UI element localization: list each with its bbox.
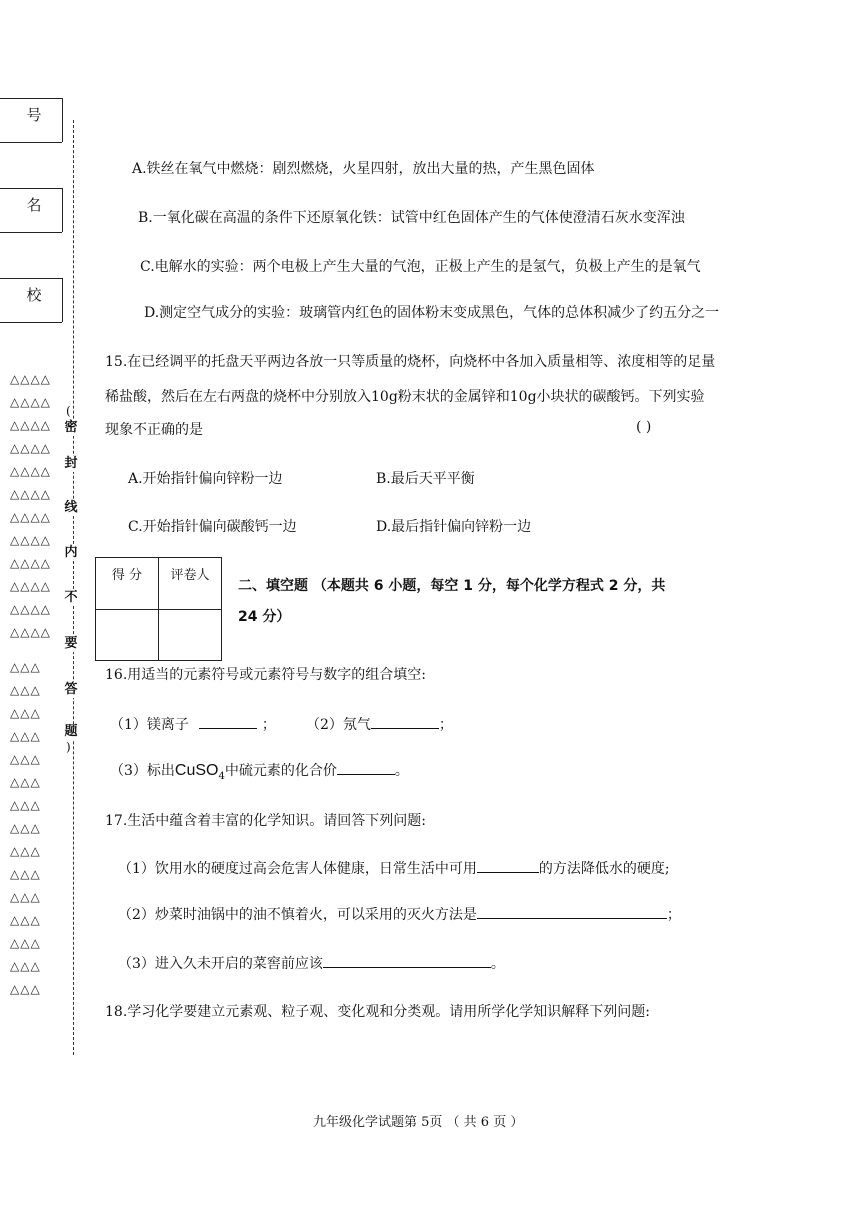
- q16-part3-end: 。: [394, 763, 409, 779]
- q15-stem-line2: 稀盐酸，然后在左右两盘的烧杯中分别放入10g粉末状的金属锌和10g小块状的碳酸钙。下列实验: [105, 389, 705, 405]
- triangle-row: △△△△: [10, 602, 51, 616]
- q16-part1-end: ；: [261, 717, 276, 733]
- binding-rule: [0, 188, 62, 189]
- triangle-row: △△△: [10, 890, 41, 904]
- q16-part2-label: （2）氖气: [306, 717, 371, 733]
- triangle-row: △△△: [10, 821, 41, 835]
- binding-rule: [62, 188, 63, 232]
- q17-part1: [118, 858, 670, 878]
- binding-rule: [0, 98, 62, 99]
- q16-part1-label: （1）镁离子: [110, 717, 189, 733]
- q16-part2-end: ；: [438, 717, 453, 733]
- school-label: 校: [26, 286, 42, 304]
- triangle-row: △△△: [10, 844, 41, 858]
- seal-char: 封: [64, 456, 78, 471]
- triangle-row: △△△: [10, 752, 41, 766]
- q16-formula: CuSO: [174, 762, 219, 779]
- q16-part3-blank[interactable]: [337, 760, 395, 775]
- q15-option-c: C.开始指针偏向碳酸钙一边: [128, 519, 297, 535]
- q14-option-d: D.测定空气成分的实验：玻璃管内红色的固体粉末变成黑色，气体的总体积减少了约五分之一: [144, 305, 720, 321]
- q16-stem: 16.用适当的元素符号或元素符号与数字的组合填空:: [105, 667, 426, 683]
- section-title-line2: 24 分）: [238, 609, 291, 625]
- triangle-row: △△△: [10, 936, 41, 950]
- seal-dashed-line: [73, 120, 74, 1055]
- q15-answer-bracket: ( ): [636, 419, 652, 435]
- triangle-row: △△△: [10, 867, 41, 881]
- triangle-row: △△△△: [10, 487, 51, 501]
- triangle-row: △△△: [10, 683, 41, 697]
- score-header: 得 分: [96, 558, 159, 610]
- seal-char: 要: [64, 636, 78, 651]
- triangle-row: △△△△: [10, 418, 51, 432]
- q15-option-d: D.最后指针偏向锌粉一边: [376, 519, 532, 535]
- q16-part3-label: （3）标出: [110, 763, 175, 779]
- grader-cell[interactable]: [159, 610, 222, 661]
- triangle-row: △△△△: [10, 372, 51, 386]
- triangle-row: △△△△: [10, 579, 51, 593]
- q17-part2-end: ；: [666, 907, 681, 923]
- triangle-row: △△△△: [10, 556, 51, 570]
- q17-stem: 17.生活中蕴含着丰富的化学知识。请回答下列问题:: [105, 813, 426, 829]
- triangle-row: △△△△: [10, 441, 51, 455]
- triangle-row: △△△△: [10, 395, 51, 409]
- q16-part3-text: 中硫元素的化合价: [224, 763, 337, 779]
- q16-part3: [110, 760, 409, 782]
- binding-rule: [0, 278, 62, 279]
- q17-part3-blank[interactable]: [323, 953, 491, 968]
- score-table: [95, 557, 222, 661]
- q14-option-b: B.一氧化碳在高温的条件下还原氧化铁：试管中红色固体产生的气体使澄清石灰水变浑浊: [138, 210, 685, 226]
- seal-char: 内: [64, 545, 78, 560]
- q16-formula-subscript: 4: [218, 770, 225, 782]
- binding-rule: [0, 142, 62, 143]
- q14-option-c: C.电解水的实验：两个电极上产生大量的气泡，正极上产生的是氢气，负极上产生的是氧气: [140, 259, 701, 275]
- triangle-row: △△△: [10, 660, 41, 674]
- page-footer: 九年级化学试题第 5页 （ 共 6 页 ）: [313, 1115, 524, 1130]
- q17-part1-tail: 的方法降低水的硬度;: [538, 861, 670, 877]
- seal-char: 线: [64, 500, 78, 515]
- student-number-label: 号: [26, 106, 42, 124]
- triangle-row: △△△△: [10, 533, 51, 547]
- q16-part1-blank[interactable]: [199, 714, 257, 729]
- name-label: 名: [26, 196, 42, 214]
- q17-part2-blank[interactable]: [477, 904, 667, 919]
- seal-char: 密: [64, 420, 78, 435]
- q16-part2-blank[interactable]: [371, 714, 439, 729]
- score-cell[interactable]: [96, 610, 159, 661]
- triangle-row: △△△: [10, 982, 41, 996]
- seal-char: 不: [64, 590, 78, 605]
- q14-option-a: A.铁丝在氧气中燃烧：剧烈燃烧，火星四射，放出大量的热，产生黑色固体: [132, 161, 595, 177]
- binding-rule: [62, 278, 63, 322]
- q17-part3-text: （3）进入久未开启的菜窖前应该: [118, 956, 323, 972]
- binding-rule: [0, 232, 62, 233]
- q17-part2: [118, 904, 681, 924]
- binding-rule: [62, 98, 63, 142]
- q16-part2: [306, 714, 453, 734]
- triangle-row: △△△: [10, 959, 41, 973]
- q17-part3: [118, 953, 505, 973]
- q17-part2-text: （2）炒菜时油锅中的油不慎着火，可以采用的灭火方法是: [118, 907, 477, 923]
- seal-open-paren: (: [66, 404, 71, 418]
- q17-part3-end: 。: [490, 956, 505, 972]
- triangle-row: △△△△: [10, 464, 51, 478]
- triangle-row: △△△: [10, 775, 41, 789]
- triangle-row: △△△△: [10, 625, 51, 639]
- seal-close-paren: ): [66, 740, 71, 754]
- triangle-row: △△△: [10, 729, 41, 743]
- seal-char: 题: [64, 724, 78, 739]
- grader-header: 评卷人: [159, 558, 222, 610]
- q17-part1-text: （1）饮用水的硬度过高会危害人体健康，日常生活中可用: [118, 861, 477, 877]
- triangle-row: △△△△: [10, 510, 51, 524]
- q15-stem-line3: 现象不正确的是: [105, 422, 203, 438]
- q17-part1-blank[interactable]: [477, 858, 539, 873]
- section-title-line1: 二、填空题 （本题共 6 小题，每空 1 分，每个化学方程式 2 分，共: [238, 578, 666, 594]
- q16-part1: [110, 714, 276, 734]
- triangle-row: △△△: [10, 798, 41, 812]
- q15-option-a: A.开始指针偏向锌粉一边: [128, 471, 283, 487]
- triangle-row: △△△: [10, 913, 41, 927]
- q18-stem: 18.学习化学要建立元素观、粒子观、变化观和分类观。请用所学化学知识解释下列问题:: [105, 1004, 650, 1020]
- q15-option-b: B.最后天平平衡: [376, 471, 475, 487]
- q15-stem-line1: 15.在已经调平的托盘天平两边各放一只等质量的烧杯，向烧杯中各加入质量相等、浓度相等的足量: [105, 354, 716, 370]
- triangle-row: △△△: [10, 706, 41, 720]
- seal-char: 答: [64, 682, 78, 697]
- binding-rule: [0, 322, 62, 323]
